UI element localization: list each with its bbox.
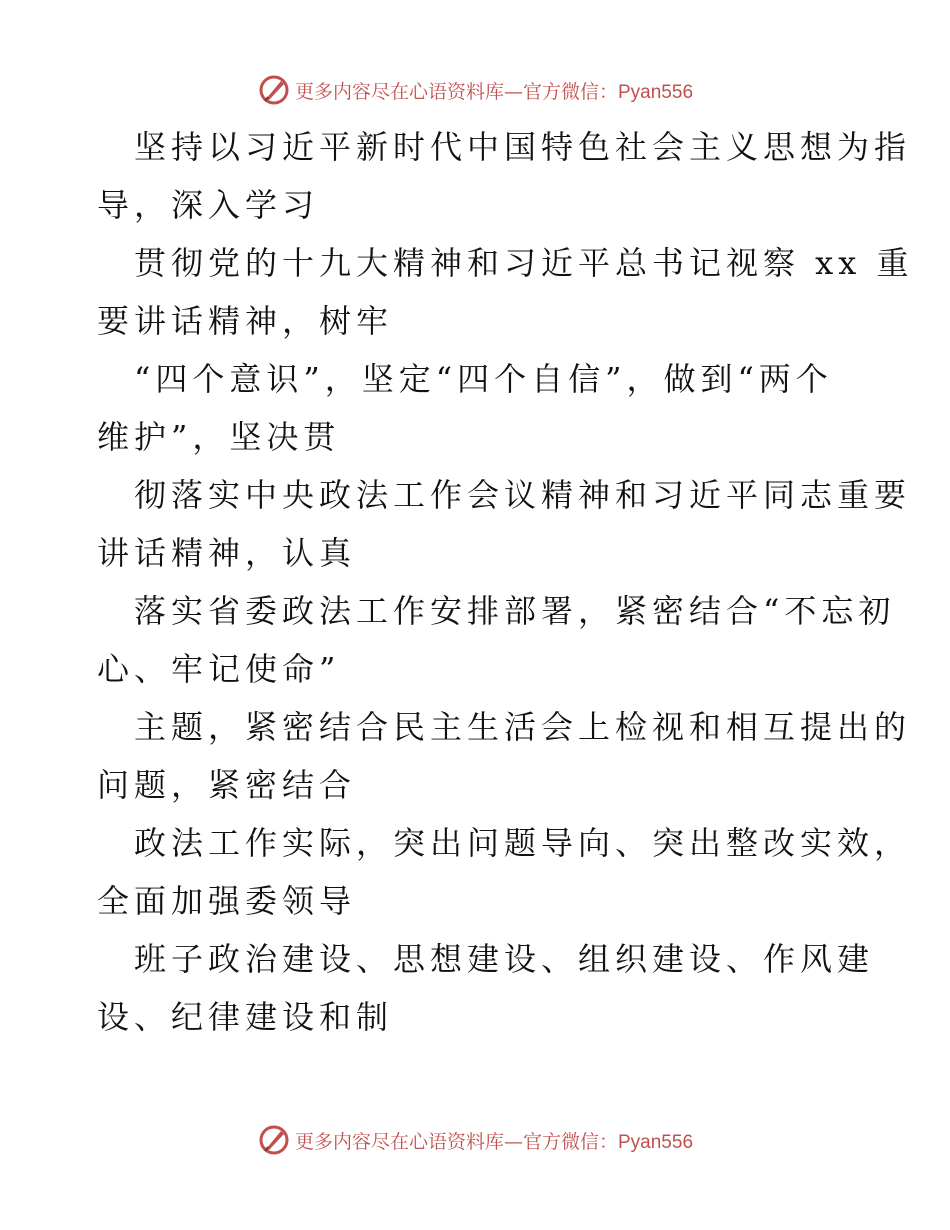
text-line: 导，深入学习 [97,186,320,224]
text-line: 全面加强委领导 [97,882,357,920]
text-line: 坚持以习近平新时代中国特色社会主义思想为指 [97,128,912,166]
text-line: 问题，紧密结合 [97,766,357,804]
text-line: 设、纪律建设和制 [97,998,394,1036]
text-line: “四个意识”，坚定“四个自信”，做到“两个 [97,360,833,398]
wechat-id: Pyan556 [618,1131,694,1153]
text-line: 班子政治建设、思想建设、组织建设、作风建 [97,940,875,978]
text-line: 政法工作实际，突出问题导向、突出整改实效， [97,824,912,862]
text-line: 维护”，坚决贯 [97,418,341,456]
quill-pen-circle-icon [257,1123,291,1157]
text-line: 贯彻党的十九大精神和习近平总书记视察 xx 重 [97,244,914,282]
banner-text: 更多内容尽在心语资料库—官方微信：Pyan556 [294,80,694,103]
document-body [97,118,914,1046]
wechat-id: Pyan556 [618,81,694,103]
quill-pen-circle-icon [257,73,291,107]
banner-text: 更多内容尽在心语资料库—官方微信：Pyan556 [294,1130,694,1153]
text-line: 落实省委政法工作安排部署，紧密结合“不忘初 [97,592,896,630]
text-line: 讲话精神，认真 [97,534,357,572]
footer-banner [0,1120,950,1160]
text-line: 彻落实中央政法工作会议精神和习近平同志重要 [97,476,912,514]
text-line: 心、牢记使命” [97,650,341,688]
text-line: 要讲话精神，树牢 [97,302,394,340]
header-banner [0,70,950,110]
text-line: 主题，紧密结合民主生活会上检视和相互提出的 [97,708,912,746]
